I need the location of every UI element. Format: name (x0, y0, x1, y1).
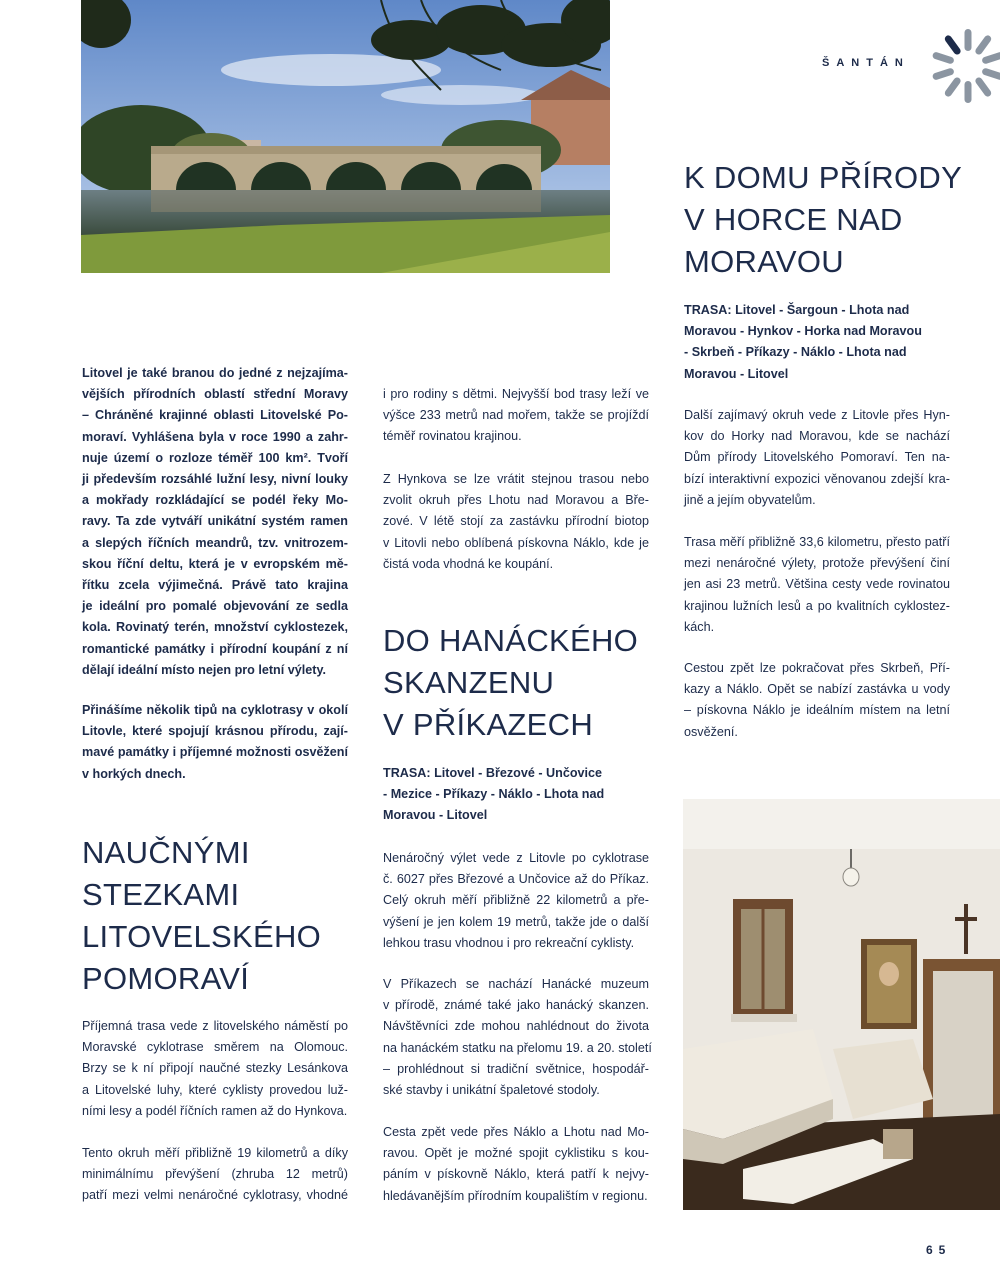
section1-title: NAUČNÝMI STEZKAMI LITOVELSKÉHO POMORAVÍ (82, 835, 322, 996)
section2-paragraph-3: Cesta zpět vede přes Náklo a Lhotu nad Mo- ravou. Opět je možné spojit cyklistiku s kou- páním v pískovně Náklo, která patří k nejvy- hledávanějším přírodním koupalištím v regionu. (383, 1125, 649, 1203)
section2-title: DO HANÁCKÉHO SKANZENU V PŘÍKAZECH (383, 623, 639, 742)
magazine-brand: ŠANTÁN (822, 57, 910, 69)
bridge-photo (81, 0, 610, 273)
section1-paragraph-3: Z Hynkova se lze vrátit stejnou trasou nebo zvolit okruh přes Lhotu nad Moravou a Bře- zové. V létě stojí za zastávku přírodní biotop v Litovli nebo oblíbená pískovna Náklo, kde je čistá voda vhodná ke koupání. (383, 472, 649, 571)
page-number: 65 (926, 1243, 952, 1257)
section3-paragraph-2: Trasa měří přibližně 33,6 kilometru, přesto patří mezi nenáročné výlety, protože převýšení činí jen asi 23 metrů. Většina cesty vede rovinatou krajinou lužních lesů a po kvalitních cyklostez- kách. (684, 535, 950, 634)
sun-logo-icon (930, 24, 1000, 108)
section1-paragraph-1: Příjemná trasa vede z litovelského náměstí po Moravské cyklotrase směrem na Olomouc. Brzy se k ní připojí naučné stezky Lesánkova a Litovelské luhy, které cyklisty provedou luž- ními lesy a podél říčních ramen až do Hynkova. (82, 1019, 348, 1118)
section3-paragraph-3: Cestou zpět lze pokračovat přes Skrbeň, Pří- kazy a Náklo. Opět se nabízí zastávka u vody – pískovna Náklo je ideálním místem na letní osvěžení. (684, 661, 950, 739)
intro-paragraph: Litovel je také branou do jedné z nejzajíma- vějších přírodních oblastí střední Moravy – Chráněné krajinné oblasti Litovelské Po- moraví. Vyhlášena byla v roce 1990 a zahr- nuje území o rozloze téměř 100 km². Tvoří ji především rozsáhlé lužní lesy, nivní louky a mokřady rozkládající se podél řeky Mo- ravy. Ta zde vytváří unikátní systém ramen a slepých říčních meandrů, tzv. vnitrozem- skou říční deltu, která je v evropském mě- řítku zcela výjimečná. Právě tato krajina je ideální pro pomalé objevování ze sedla kola. Rovinatý terén, množství cyklostezek, romantické památky i přírodní koupání z ní dělají ideální místo nejen pro letní výlety. (82, 366, 348, 677)
section1-paragraph-2: Tento okruh měří přibližně 19 kilometrů a díky minimálnímu převýšení (zhruba 12 metrů) patří mezi velmi nenáročné cyklotrasy, vhodné (82, 1146, 348, 1203)
section3-route: TRASA: Litovel - Šargoun - Lhota nad Moravou - Hynkov - Horka nad Moravou - Skrbeň - Příkazy - Náklo - Lhota nad Moravou - Litovel (684, 303, 922, 381)
intro-tips-paragraph: Přinášíme několik tipů na cyklotrasy v okolí Litovle, které spojují krásnou přírodu, zají- mavé památky i příjemné možnosti osvěžení v horkých dnech. (82, 703, 348, 781)
section2-paragraph-2: V Příkazech se nachází Hanácké muzeum v přírodě, známé také jako hanácký skanzen. Návštěvníci zde mohou nahlédnout do života na hanáckém statku na přelomu 19. a 20. století – prohlédnout si tradiční světnice, hospodář- ské stavby i unikátní špaletové stodoly. (383, 977, 652, 1098)
section2-route: TRASA: Litovel - Březové - Unčovice - Mezice - Příkazy - Náklo - Lhota nad Moravou - Litovel (383, 766, 605, 823)
section3-paragraph-1: Další zajímavý okruh vede z Litovle přes Hyn- kov do Horky nad Moravou, kde se nachází Dům přírody Litovelského Pomoraví. Ten na- bízí interaktivní expozici věnovanou zdejší kra- jině a jejím obyvatelům. (684, 408, 950, 507)
room-photo (683, 799, 1000, 1210)
section2-paragraph-1: Nenáročný výlet vede z Litovle po cyklotrase č. 6027 přes Březové a Unčovice až do Příkaz. Celý okruh měří přibližně 22 kilometrů a pře- výšení je jen kolem 19 metrů, takže jde o další lehkou trasu vhodnou i pro rekreační cyklisty. (383, 851, 649, 950)
section1-paragraph-2-continued: i pro rodiny s dětmi. Nejvyšší bod trasy leží ve výšce 233 metrů nad mořem, takže se projíždí téměř rovinatou krajinou. (383, 387, 649, 444)
section3-title: K DOMU PŘÍRODY V HORCE NAD MORAVOU (684, 160, 963, 279)
